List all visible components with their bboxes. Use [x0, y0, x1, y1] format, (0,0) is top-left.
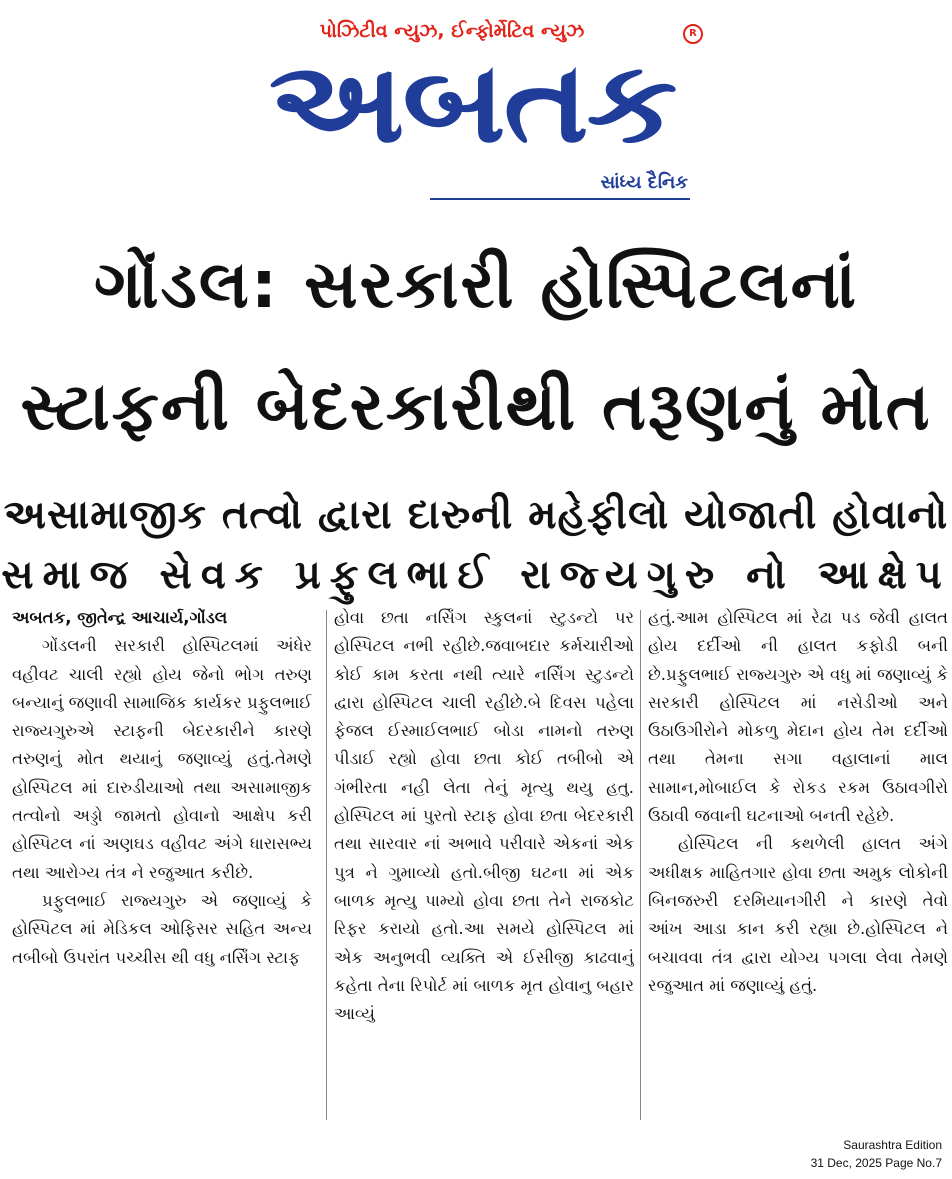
masthead-tagline: પોઝિટીવ ન્યુઝ, ઈન્ફોર્મેટિવ ન્યુઝ	[319, 20, 585, 42]
headline-line-2: સ્ટાફની બેદરકારીથી તરૂણનું મોત	[20, 368, 932, 445]
headline-line-1: ગોંડલ: સરકારી હોસ્પિટલનાં	[94, 246, 858, 323]
masthead	[0, 0, 952, 210]
article-body	[8, 604, 946, 1124]
column-divider	[326, 610, 327, 1120]
article-column-2	[334, 604, 634, 1124]
article-paragraph: પ્રફુલભાઈ રાજ્યગુરુ એ જણાવ્યું કે હોસ્પિટલ માં મેડિકલ ઓફિસર સહિત અન્ય તબીબો ઉપરાંત પચ્ચીસ થી વધુ નર્સિંગ સ્ટાફ	[12, 890, 312, 967]
article-column-1	[12, 604, 312, 1124]
article-dateline: અબતક, જીતેન્દ્ર આચાર્ય,ગોંડલ	[12, 608, 228, 627]
subheadline-line-1: અસામાજીક તત્વો દ્વારા દારુની મહેફીલો યોજાતી હોવાનો	[3, 492, 949, 538]
masthead-divider	[430, 198, 690, 200]
column-divider	[640, 610, 641, 1120]
edition-type-label: સાંધ્ય દૈનિક	[600, 172, 688, 193]
article-paragraph: હોસ્પિટલ ની કથળેલી હાલત અંગે અધીક્ષક માહિતગાર હોવા છતા અમુક લોકોની બિનજરુરી દરમિયાનગીરી ને કારણે તેવો આંખ આડા કાન કરી રહ્યા છે.હોસ્પિટલ ને બચાવવા તંત્ર દ્વારા યોગ્ય પગલા લેવા તેમણે રજુઆત માં જણાવ્યું હતું.	[648, 834, 948, 995]
registered-mark-icon: R	[683, 24, 703, 44]
newspaper-logo: અબતક	[268, 38, 676, 168]
subheadline-line-2: સમાજ સેવક પ્રફુલભાઈ રાજ્યગુરુ નો આક્ષેપ	[1, 552, 951, 598]
footer-date-page: 31 Dec, 2025 Page No.7	[810, 1156, 942, 1170]
footer-edition: Saurashtra Edition	[843, 1138, 942, 1152]
article-paragraph: ગોંડલની સરકારી હોસ્પિટલમાં અંધેર વહીવટ ચાલી રહ્યો હોય જેનો ભોગ તરુણ બન્યાનું જણાવી સામાજિક કાર્યકર પ્રફુલભાઈ રાજ્યગુરુએ સ્ટાફની બેદરકારીને કારણે તરુણનું મોત થયાનું જણાવ્યું હતું.તેમણે હોસ્પિટલ માં દારુડીયાઓ તથા અસામાજીક તત્વોનો અડ્ડો જામતો હોવાનો આક્ષેપ કરી હોસ્પિટલ નાં અણઘડ વહીવટ અંગે ધારાસભ્ય તથા આરોગ્ય તંત્ર ને રજુઆત કરીછે.	[12, 636, 312, 882]
article-paragraph: હતું.આમ હોસ્પિટલ માં રેઢા પડ જેવી હાલત હોય દર્દીઓ ની હાલત કફોડી બની છે.પ્રફુલભાઈ રાજ્યગુરુ એ વધુ માં જણાવ્યું કે સરકારી હોસ્પિટલ માં નસેડીઓ અને ઉઠાઉગીરોને મોકળુ મેદાન હોય તેમ દર્દીઓ તથા તેમના સગા વહાલાનાં માલ સામાન,મોબાઈલ કે રોકડ રકમ ઉઠાવગીરો ઉઠાવી જવાની ઘટનાઓ બનતી રહેછે.	[648, 608, 948, 826]
article-column-3	[648, 604, 948, 1124]
article-paragraph: હોવા છતા નર્સિંગ સ્કુલનાં સ્ટુડન્ટો પર હોસ્પિટલ નભી રહીછે.જવાબદાર કર્મચારીઓ કોઈ કામ કરતા નથી ત્યારે નર્સિંગ સ્ટુડન્ટો દ્વારા હોસ્પિટલ ચાલી રહીછે.બે દિવસ પહેલા ફેજલ ઈસ્માઈલભાઈ બોડા નામનો તરુણ પીડાઈ રહ્યો હોવા છતા કોઈ તબીબો એ ગંભીરતા નહી લેતા તેનું મૃત્યુ થયુ હતુ. હોસ્પિટલ માં પુરતો સ્ટાફ હોવા છતા બેદરકારી તથા સારવાર નાં અભાવે પરીવારે એકનાં એક પુત્ર ને ગુમાવ્યો હતો.બીજી ઘટના માં એક બાળક મૃત્યુ પામ્યો હોવા છતા તેને રાજકોટ રિફર કરાયો હતો.આ સમયે હોસ્પિટલ માં એક અનુભવી વ્યક્તિ એ ઈસીજી કાઢવાનું કહેતા તેના રિપોર્ટ માં બાળક મૃત હોવાનુ બહાર આવ્યું	[334, 608, 634, 1024]
